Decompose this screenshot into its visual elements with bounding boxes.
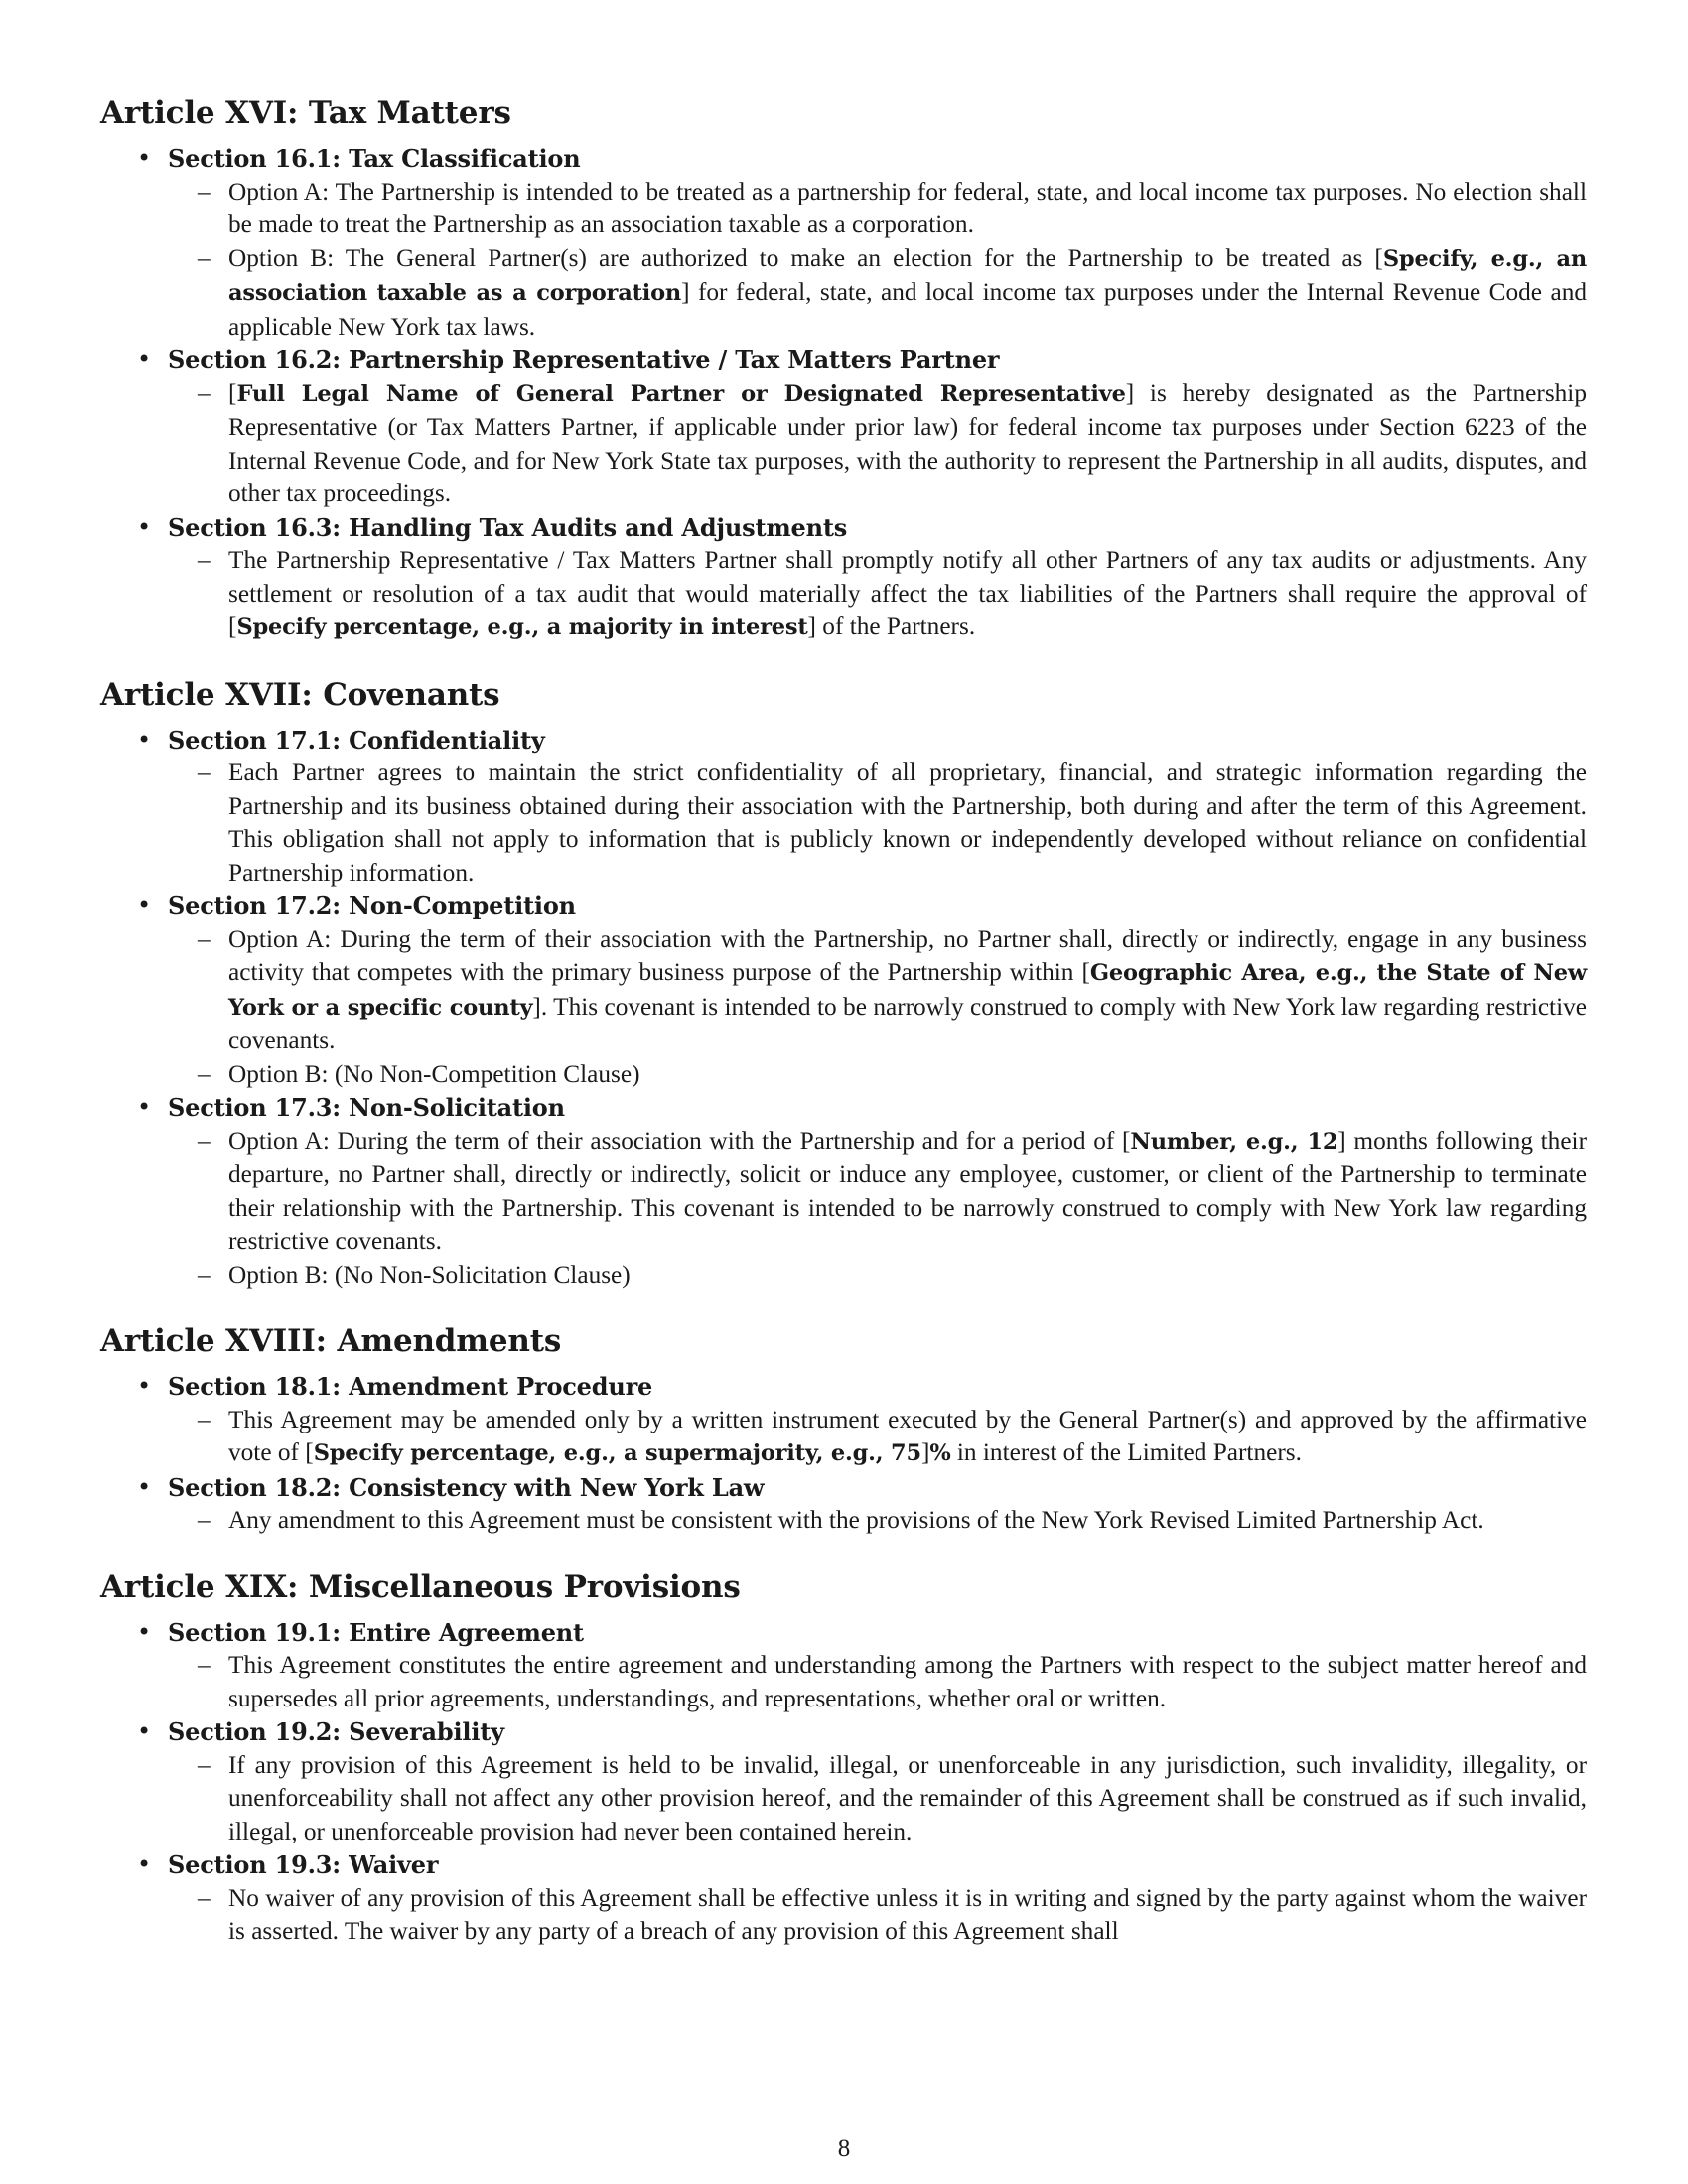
clause-text: Option A: During the term of their association with the Partnership, no Partner shall, directly or indirectly, engage in any business activity that competes with the primary business purpose of the Partnership within [	[228, 924, 1587, 986]
clause-text: If any provision of this Agreement is held to be invalid, illegal, or unenforceable in any jurisdiction, such invalidity, illegality, or unenforceability shall not affect any other provision hereof, and the remainder of this Agreement shall be construed as if such invalid, illegal, or unenforceable provision had never been contained herein.	[228, 1750, 1587, 1845]
section-item	[100, 511, 1587, 645]
article	[100, 1566, 1587, 1949]
clause-item	[168, 1404, 1587, 1471]
clause-list	[168, 1749, 1587, 1849]
section-title: • Section 17.3: Non-Solicitation	[168, 1093, 565, 1122]
clause-text: Any amendment to this Agreement must be consistent with the provisions of the New York Revised Limited Partnership Act.	[228, 1506, 1484, 1534]
clause-list	[168, 1649, 1587, 1715]
clause-list	[168, 1125, 1587, 1293]
section-item	[100, 1091, 1587, 1292]
clause-text: Option A: The Partnership is intended to be treated as a partnership for federal, state, and local income tax purposes. No election shall be made to treat the Partnership as an association taxable as a corporation.	[228, 177, 1587, 238]
clause-text: ] for federal, state, and local income tax purposes under the Internal Revenue Code and applicable New York tax laws.	[228, 278, 1587, 341]
clause-text: [	[228, 378, 237, 407]
section-item	[100, 889, 1587, 1091]
placeholder-text: Full Legal Name of General Partner or Designated Representative	[236, 380, 1126, 407]
section-item	[100, 343, 1587, 511]
clause-list	[168, 1504, 1587, 1538]
section-item	[100, 142, 1587, 343]
clause-list	[168, 377, 1587, 511]
document-body	[100, 91, 1587, 1977]
placeholder-text: %	[929, 1440, 951, 1466]
article-title: Article XVI: Tax Matters	[100, 95, 511, 131]
section-title: • Section 16.2: Partnership Representative / Tax Matters Partner	[168, 345, 1000, 374]
clause-text: Option B: The General Partner(s) are authorized to make an election for the Partnership to be treated as [	[228, 243, 1383, 272]
clause-list	[168, 756, 1587, 889]
section-title: • Section 16.1: Tax Classification	[168, 144, 581, 173]
clause-text: in interest of the Limited Partners.	[950, 1438, 1302, 1466]
section-item	[100, 1715, 1587, 1848]
article	[100, 91, 1587, 645]
placeholder-text: Specify percentage, e.g., a majority in interest	[236, 614, 808, 640]
article	[100, 673, 1587, 1293]
clause-text: No waiver of any provision of this Agreement shall be effective unless it is in writing and signed by the party against whom the waiver is asserted. The waiver by any party of a breach of any provision of this Agreement shall	[228, 1883, 1587, 1945]
page-number: 8	[837, 2135, 851, 2162]
clause-item	[168, 1058, 1587, 1092]
clause-text: ] of the Partners.	[807, 613, 976, 640]
section-title: • Section 17.2: Non-Competition	[168, 891, 576, 920]
clause-text: Option B: (No Non-Solicitation Clause)	[228, 1260, 631, 1289]
placeholder-text: Specify, e.g., an association taxable as a corporation	[228, 245, 1587, 306]
section-title: • Section 18.1: Amendment Procedure	[168, 1372, 653, 1401]
clause-text: This Agreement may be amended only by a written instrument executed by the General Partner(s) and approved by the affirmative vote of [	[228, 1405, 1587, 1466]
section-title: • Section 19.3: Waiver	[168, 1850, 439, 1879]
section-title: • Section 16.3: Handling Tax Audits and Adjustments	[168, 512, 848, 542]
clause-list	[168, 544, 1587, 645]
clause-item	[168, 176, 1587, 242]
clause-item	[168, 377, 1587, 511]
section-title: • Section 19.2: Severability	[168, 1717, 504, 1746]
clause-text: Option B: (No Non-Competition Clause)	[228, 1059, 640, 1088]
clause-text: ] months following their departure, no Partner shall, directly or indirectly, solicit or induce any employee, customer, or client of the Partnership to terminate their relationship with the Partnership. This covenant is intended to be narrowly construed to comply with New York law regarding restrictive covenants.	[228, 1126, 1588, 1255]
article	[100, 1319, 1587, 1538]
clause-item	[168, 923, 1587, 1058]
article-title: Article XVII: Covenants	[100, 676, 500, 713]
clause-item	[168, 1649, 1587, 1715]
clause-item	[168, 1882, 1587, 1949]
clause-item	[168, 544, 1587, 645]
article-title: Article XVIII: Amendments	[100, 1323, 562, 1359]
article-title: Article XIX: Miscellaneous Provisions	[100, 1569, 741, 1605]
clause-text: ]	[920, 1438, 930, 1466]
section-item	[100, 1616, 1587, 1716]
clause-text: The Partnership Representative / Tax Matters Partner shall promptly notify all other Partners of any tax audits or adjustments. Any settlement or resolution of a tax audit that would materially affect the tax liabilities of the Partners shall require the approval of [	[228, 546, 1587, 640]
clause-list	[168, 1882, 1587, 1949]
section-list	[100, 142, 1587, 645]
clause-list	[168, 176, 1587, 344]
clause-text: ] is hereby designated as the Partnership Representative (or Tax Matters Partner, if applicable under prior law) for federal income tax purposes under Section 6223 of the Internal Revenue Code, and for New York State tax purposes, with the authority to represent the Partnership in all audits, disputes, and other tax proceedings.	[228, 378, 1587, 507]
placeholder-text: Specify percentage, e.g., a supermajority, e.g., 75	[313, 1440, 921, 1466]
clause-list	[168, 1404, 1587, 1471]
section-title: • Section 17.1: Confidentiality	[168, 725, 545, 754]
section-title: • Section 18.2: Consistency with New York Law	[168, 1472, 765, 1502]
clause-text: This Agreement constitutes the entire agreement and understanding among the Partners with respect to the subject matter hereof and supersedes all prior agreements, understandings, and representations, whether oral or written.	[228, 1651, 1587, 1712]
clause-item	[168, 1504, 1587, 1538]
section-item	[100, 1370, 1587, 1471]
section-item	[100, 1848, 1587, 1949]
clause-item	[168, 756, 1587, 889]
section-item	[100, 1471, 1587, 1538]
clause-list	[168, 923, 1587, 1092]
section-item	[100, 724, 1587, 890]
section-list	[100, 1370, 1587, 1538]
section-title: • Section 19.1: Entire Agreement	[168, 1617, 584, 1647]
section-list	[100, 724, 1587, 1293]
clause-text: Option A: During the term of their association with the Partnership and for a period of [	[228, 1126, 1131, 1155]
clause-text: Each Partner agrees to maintain the strict confidentiality of all proprietary, financial, and strategic information regarding the Partnership and its business obtained during their association with the Partnership, both during and after the term of this Agreement. This obligation shall not apply to information that is publicly known or independently developed without reliance on confidential Partnership information.	[228, 758, 1587, 887]
clause-item	[168, 1749, 1587, 1849]
section-list	[100, 1616, 1587, 1949]
placeholder-text: Number, e.g., 12	[1130, 1128, 1338, 1155]
clause-item	[168, 1259, 1587, 1293]
clause-text: ]. This covenant is intended to be narrowly construed to comply with New York law regarding restrictive covenants.	[228, 992, 1587, 1054]
clause-item	[168, 242, 1587, 344]
clause-item	[168, 1125, 1587, 1259]
placeholder-text: Geographic Area, e.g., the State of New York or a specific county	[228, 960, 1587, 1021]
